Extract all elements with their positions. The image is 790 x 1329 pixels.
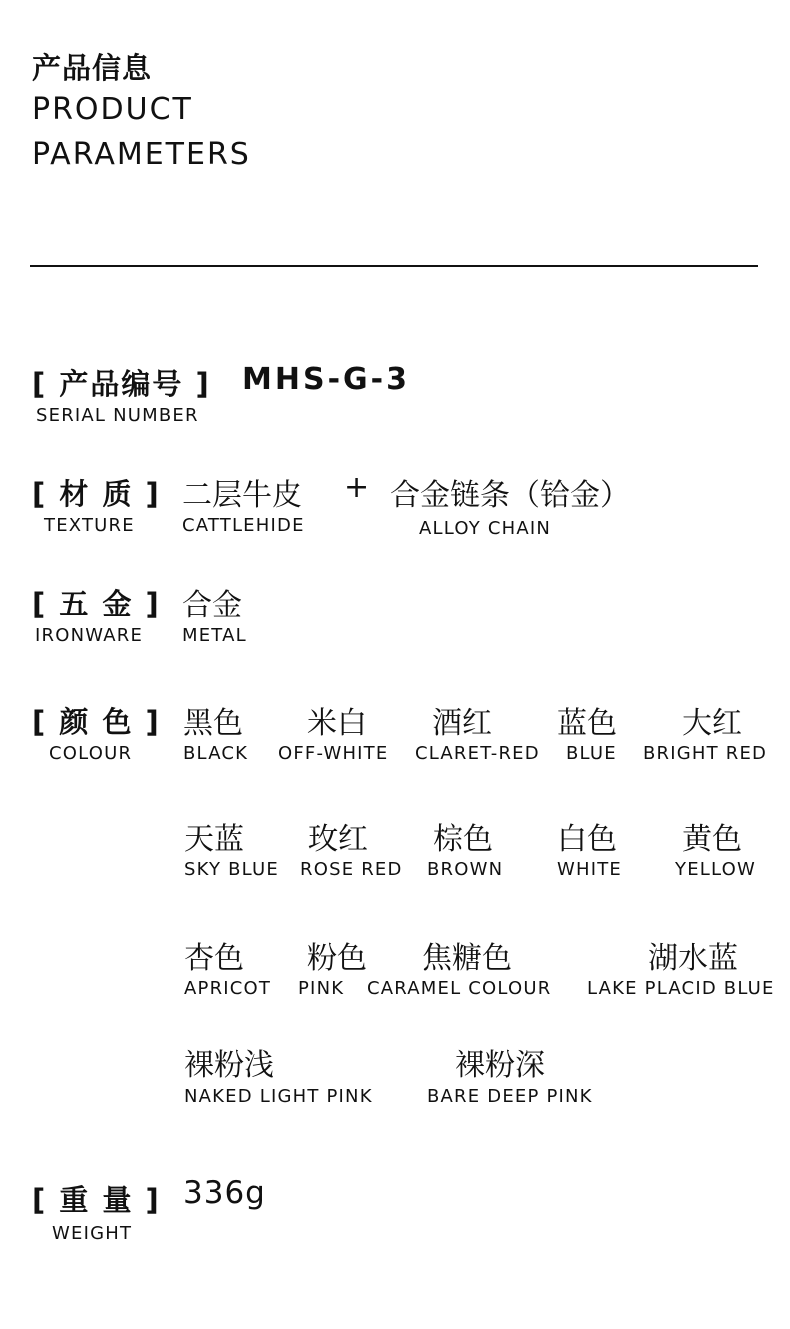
serial-label-cn: [ 产品编号 ] (32, 367, 211, 401)
ironware-label-cn: [ 五 金 ] (32, 587, 161, 621)
colour-item-cn: 大红 (682, 706, 742, 741)
serial-value: MHS-G-3 (242, 362, 410, 397)
texture-value1-en: CATTLEHIDE (182, 515, 305, 536)
colour-item-cn: 米白 (307, 706, 367, 741)
weight-label-cn: [ 重 量 ] (32, 1183, 161, 1217)
ironware-value-cn: 合金 (182, 588, 242, 623)
colour-item-cn: 玫红 (308, 822, 368, 857)
colour-item-cn: 黄色 (682, 822, 742, 857)
ironware-label-en: IRONWARE (35, 625, 144, 646)
colour-item-en: BRIGHT RED (643, 743, 768, 764)
colour-item-cn: 黑色 (183, 706, 243, 741)
colour-item-cn: 白色 (557, 822, 617, 857)
texture-value2-en: ALLOY CHAIN (419, 518, 552, 539)
colour-item-en: WHITE (557, 859, 623, 880)
colour-item-en: APRICOT (184, 978, 272, 999)
colour-item-en: ROSE RED (300, 859, 403, 880)
colour-item-cn: 裸粉浅 (184, 1048, 274, 1083)
texture-value2-cn: 合金链条（铪金） (390, 478, 630, 513)
colour-item-en: YELLOW (675, 859, 756, 880)
weight-value: 336g (183, 1175, 266, 1211)
colour-item-en: BROWN (427, 859, 504, 880)
colour-item-cn: 酒红 (432, 706, 492, 741)
colour-item-en: CARAMEL COLOUR (367, 978, 552, 999)
serial-label-en: SERIAL NUMBER (36, 405, 199, 426)
colour-label-cn: [ 颜 色 ] (32, 705, 161, 739)
texture-label-cn: [ 材 质 ] (32, 477, 161, 511)
colour-item-en: BLACK (183, 743, 249, 764)
page-title-cn: 产品信息 (32, 51, 153, 85)
colour-item-cn: 杏色 (184, 941, 244, 976)
colour-item-en: NAKED LIGHT PINK (184, 1086, 373, 1107)
page-title-en-line1: PRODUCT (32, 92, 193, 127)
colour-label-en: COLOUR (49, 743, 133, 764)
colour-item-cn: 湖水蓝 (648, 941, 738, 976)
colour-item-en: BLUE (566, 743, 617, 764)
colour-item-cn: 蓝色 (557, 706, 617, 741)
texture-plus: + (344, 470, 370, 505)
texture-label-en: TEXTURE (44, 515, 135, 536)
divider (30, 265, 758, 267)
colour-item-cn: 裸粉深 (455, 1048, 545, 1083)
colour-item-cn: 焦糖色 (422, 941, 512, 976)
ironware-value-en: METAL (182, 625, 247, 646)
colour-item-en: PINK (298, 978, 345, 999)
colour-item-en: SKY BLUE (184, 859, 279, 880)
texture-value1-cn: 二层牛皮 (182, 478, 302, 513)
colour-item-en: LAKE PLACID BLUE (587, 978, 775, 999)
colour-item-en: CLARET-RED (415, 743, 540, 764)
colour-item-en: BARE DEEP PINK (427, 1086, 593, 1107)
weight-label-en: WEIGHT (52, 1223, 133, 1244)
colour-item-cn: 粉色 (307, 941, 367, 976)
colour-item-en: OFF-WHITE (278, 743, 389, 764)
colour-item-cn: 棕色 (433, 822, 493, 857)
page-title-en-line2: PARAMETERS (32, 137, 251, 172)
colour-item-cn: 天蓝 (184, 822, 244, 857)
